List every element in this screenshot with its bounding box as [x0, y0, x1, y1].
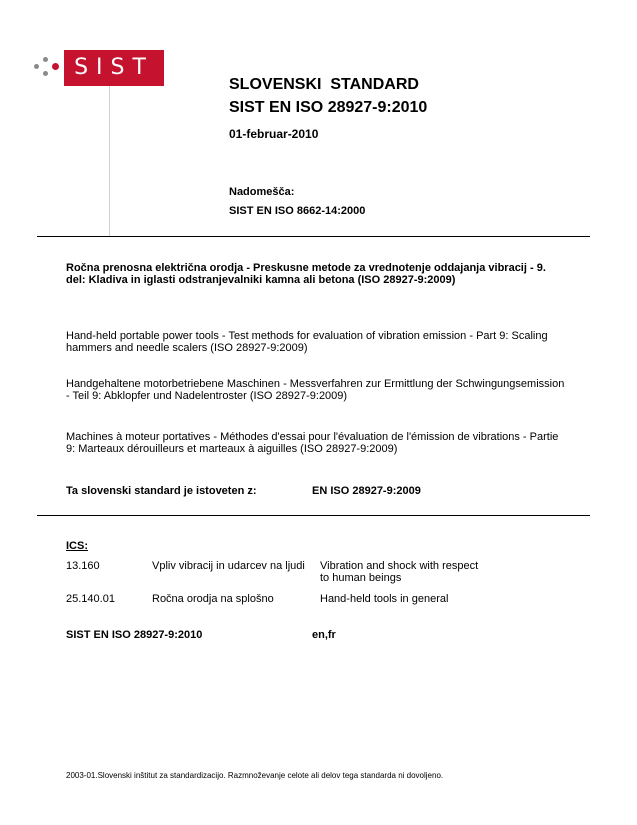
ics-description-sl: Ročna orodja na splošno [152, 593, 274, 605]
replaces-label: Nadomešča: [229, 186, 295, 198]
identical-label: Ta slovenski standard je istoveten z: [66, 485, 257, 497]
footer-languages: en,fr [312, 629, 336, 641]
standard-code: SIST EN ISO 28927-9:2010 [229, 99, 428, 116]
divider-top [37, 236, 590, 237]
title-slovenian: Ročna prenosna električna orodja - Preskusne metode za vrednotenje oddajanja vibracij - 9. del: Kladiva in iglasti odstranjevalniki kamna ali betona (ISO 28927-9:2009) [66, 262, 546, 286]
identical-value: EN ISO 28927-9:2009 [312, 485, 421, 497]
logo-dot [43, 57, 48, 62]
footer-standard-code: SIST EN ISO 28927-9:2010 [66, 629, 203, 641]
logo-dot-accent [52, 63, 59, 70]
ics-code: 25.140.01 [66, 593, 115, 605]
logo-dot [43, 71, 48, 76]
standard-type: SLOVENSKI STANDARD [229, 76, 419, 93]
ics-description-en: Vibration and shock with respect to human beings [320, 560, 479, 584]
ics-description-sl: Vpliv vibracij in udarcev na ljudi [152, 560, 305, 572]
title-german: Handgehaltene motorbetriebene Maschinen - Messverfahren zur Ermittlung der Schwingungsemission - Teil 9: Abklopfer und Nadelentroster (ISO 28927-9:2009) [66, 378, 565, 402]
title-english: Hand-held portable power tools - Test methods for evaluation of vibration emission - Part 9: Scaling hammers and needle scalers (ISO 28927-9:2009) [66, 330, 548, 354]
sist-logo [34, 50, 164, 86]
publication-date: 01-februar-2010 [229, 127, 319, 141]
copyright-notice: 2003-01.Slovenski inštitut za standardizacijo. Razmnoževanje celote ali delov tega standarda ni dovoljeno. [66, 771, 444, 780]
ics-code: 13.160 [66, 560, 100, 572]
ics-description-en: Hand-held tools in general [320, 593, 449, 605]
title-french: Machines à moteur portatives - Méthodes d'essai pour l'évaluation de l'émission de vibrations - Partie 9: Marteaux dérouilleurs et marteaux à aiguilles (ISO 28927-9:2009) [66, 431, 559, 455]
divider-bottom [37, 515, 590, 516]
logo-divider [109, 86, 110, 236]
ics-heading: ICS: [66, 540, 88, 552]
logo-wordmark: SIST [64, 50, 164, 86]
replaces-value: SIST EN ISO 8662-14:2000 [229, 205, 366, 217]
logo-dot [34, 64, 39, 69]
